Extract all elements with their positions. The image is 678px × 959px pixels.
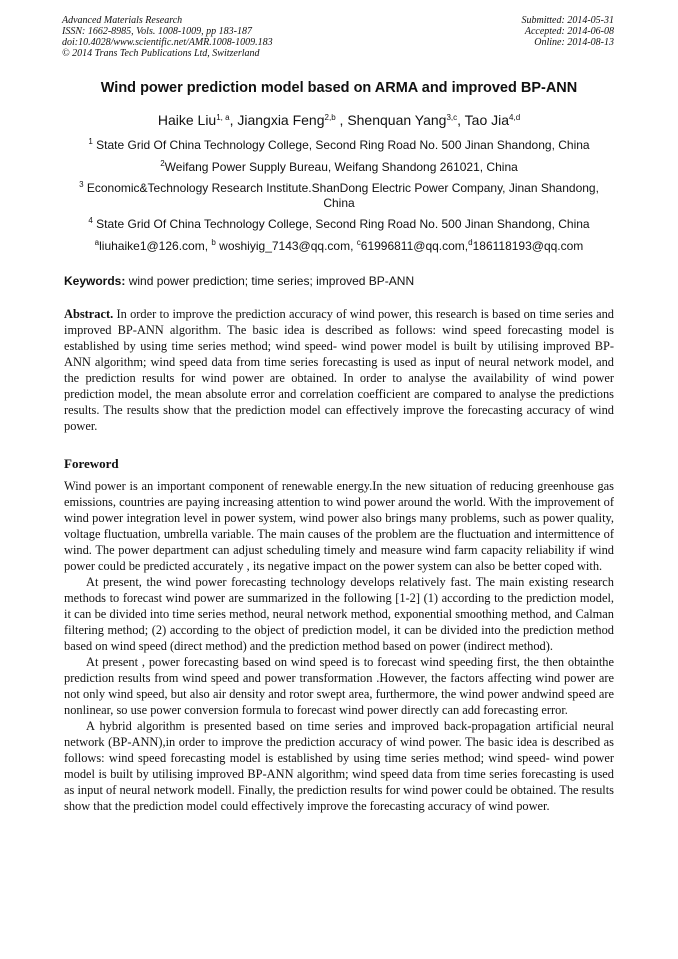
journal-name: Advanced Materials Research [62, 15, 183, 26]
journal-header [62, 15, 614, 59]
author-name: Haike Liu [157, 112, 217, 128]
email-address[interactable]: 186118193@qq.com [472, 239, 584, 253]
email-list [62, 239, 616, 254]
email-superscript: c [356, 238, 361, 247]
author-separator: , [335, 112, 348, 128]
author-list [0, 112, 678, 128]
journal-doi: doi:10.4028/www.scientific.net/AMR.1008-1009.183 [62, 37, 273, 48]
affiliation-4 [62, 217, 616, 232]
affiliation-superscript: 1 [88, 137, 93, 146]
author-name: Jiangxia Feng [237, 112, 325, 128]
affiliation-superscript: 4 [88, 216, 93, 225]
email-address[interactable]: woshiyig_7143@qq.com, [219, 239, 357, 253]
abstract-label: Abstract. [64, 307, 114, 321]
email-address[interactable]: liuhaike1@126.com, [99, 239, 212, 253]
affiliation-1 [62, 138, 616, 153]
keywords-line [64, 274, 616, 288]
keywords-text: wind power prediction; time series; improved BP-ANN [125, 274, 415, 288]
journal-info [62, 15, 273, 59]
foreword-paragraph: At present , power forecasting based on wind speed is to forecast wind speeding first, the then obtainthe prediction results from wind speed and power transformation .However, the factors affecting wind power are not only wind speed, but also air density and rotor swept area, furthermore, the wind power andwind speed are nonlinear, so use power conversion formula to forecast wind power directly can add forecasting error. [64, 655, 614, 717]
section-heading-foreword: Foreword [64, 456, 119, 471]
keywords-label: Keywords: [64, 274, 126, 288]
paper-title: Wind power prediction model based on ARMA and improved BP-ANN [100, 80, 578, 96]
author-superscript: 2,b [324, 113, 336, 122]
author-separator: , [229, 112, 238, 128]
email-superscript: d [468, 238, 473, 247]
affiliation-3 [62, 181, 616, 211]
online-date: Online: 2014-08-13 [534, 37, 614, 48]
email-address[interactable]: 61996811@qq.com, [360, 239, 469, 253]
affiliation-text: State Grid Of China Technology College, Second Ring Road No. 500 Jinan Shandong, China [96, 217, 590, 231]
abstract-text: In order to improve the prediction accuracy of wind power, this research is based on time series and improved BP-ANN algorithm. The basic idea is described as follows: wind speed forecasting model is established by using time series method; wind speed- wind power model is built by utilising improved BP-ANN algorithm; wind speed data from time series forecasting is used as input of neural network model, and the prediction results for wind power are obtained. In order to analyse the availability of wind power prediction model, the mean absolute error and correlation coefficient are compared to analyse the predictions results. The results show that the prediction model can effectively improve the forecasting accuracy of wind power. [64, 307, 614, 433]
accepted-date: Accepted: 2014-06-08 [524, 26, 614, 37]
affiliation-text: Economic&Technology Research Institute.ShanDong Electric Power Company, Jinan Shandong, China [86, 181, 599, 210]
email-superscript: b [211, 238, 216, 247]
author-name: Shenquan Yang [347, 112, 447, 128]
affiliation-superscript: 2 [160, 159, 165, 168]
submission-dates [522, 15, 615, 48]
affiliation-2 [62, 160, 616, 175]
foreword-paragraph: A hybrid algorithm is presented based on time series and improved back-propagation artificial neural network (BP-ANN),in order to improve the prediction accuracy of wind power. The basic idea is described as follows: wind speed forecasting model is established by using time series method; wind speed- wind power model is built by utilising improved BP-ANN algorithm; wind speed data from time series forecasting is used as input of neural network modell. Finally, the prediction results for wind power could be obtained. The results show that the prediction model could effectively improve the forecasting accuracy of wind power. [64, 719, 614, 813]
journal-issn: ISSN: 1662-8985, Vols. 1008-1009, pp 183-187 [62, 26, 252, 37]
affiliation-text: State Grid Of China Technology College, Second Ring Road No. 500 Jinan Shandong, China [96, 138, 590, 152]
email-superscript: a [94, 238, 100, 247]
submitted-date: Submitted: 2014-05-31 [521, 15, 614, 26]
abstract-section [64, 306, 614, 434]
affiliation-superscript: 3 [79, 180, 84, 189]
author-superscript: 3,c [446, 113, 458, 122]
foreword-paragraph: At present, the wind power forecasting technology develops relatively fast. The main existing research methods to forecast wind power are summarized in the following [1-2] (1) according to the prediction model, it can be divided into time series method, neural network method, exponential smoothing method, and Calman filtering method; (2) according to the object of prediction model, it can be divided into the prediction method based on wind speed (direct method) and the prediction method based on power (indirect method). [64, 575, 614, 653]
author-superscript: 4,d [509, 113, 521, 122]
author-separator: , [457, 112, 465, 128]
author-name: Tao Jia [464, 112, 510, 128]
foreword-body [64, 478, 614, 814]
foreword-paragraph: Wind power is an important component of renewable energy.In the new situation of reducing greenhouse gas emissions, countries are paying increasing attention to wind power around the world. With the improvement of wind power integration level in power system, wind power also brings many problems, such as power quality, voltage fluctuation, umbrella variable. The main causes of the problem are the fluctuation and intermittence of wind. The power department can adjust scheduling timely and measure wind farm capacity reliability if wind power could be predicted accurately , its negative impact on the power system can also be better coped with. [64, 479, 614, 573]
journal-copyright: © 2014 Trans Tech Publications Ltd, Switzerland [62, 48, 260, 59]
author-superscript: 1, a [216, 113, 230, 122]
affiliation-text: Weifang Power Supply Bureau, Weifang Shandong 261021, China [164, 160, 518, 174]
